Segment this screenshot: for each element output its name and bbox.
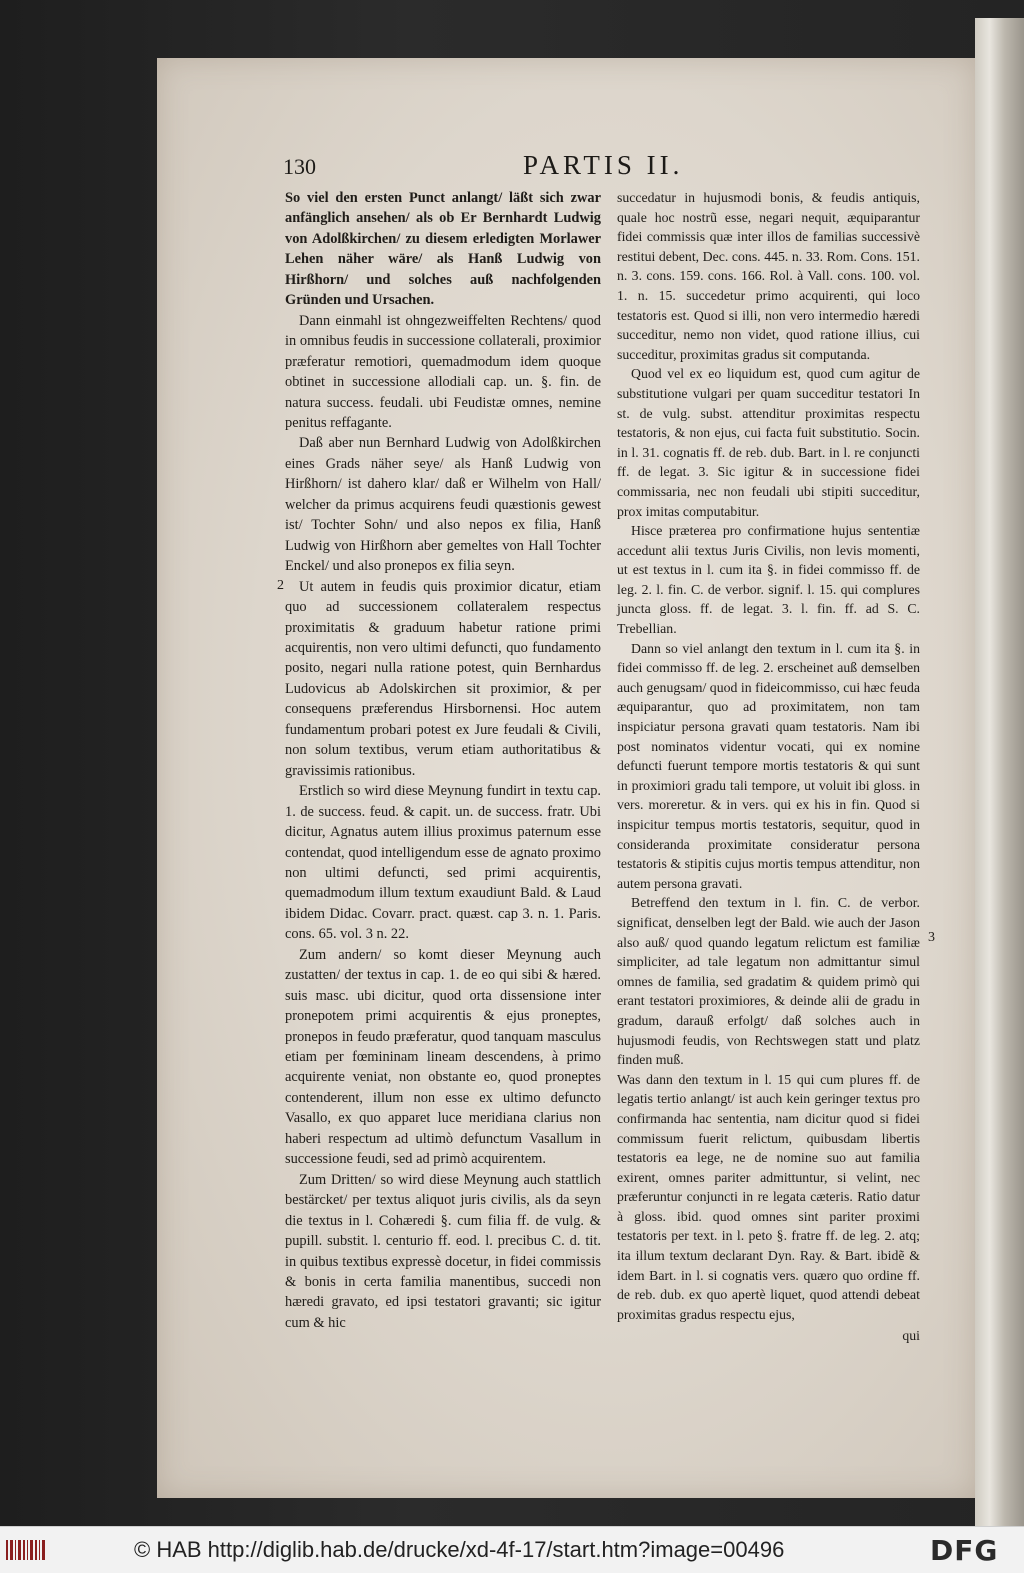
- paragraph: Erstlich so wird diese Meynung fundirt in textu cap. 1. de success. feud. & capit. un. de success. fratr. Ubi dicitur, Agnatus autem illius proximus paternum esse contendat, quod intelligendum esse de agnato proximo non ultimi defuncti, sed primi acquirentis, quemadmodum illum textum exaudiunt Bald. & Laud ibidem Didac. Covarr. pract. quæst. cap 3. n. 1. Paris. cons. 65. vol. 3 n. 22.: [285, 783, 601, 943]
- margin-note: 2: [277, 578, 284, 593]
- next-pages-edge: [975, 18, 1024, 1526]
- paragraph: Daß aber nun Bernhard Ludwig von Adolßkirchen eines Grads näher seye/ als Hanß Ludwig von Hirßhorn/ ist dahero klar/ daß er Wilhelm von Hall/ welcher da primus acquirens feudi quæstionis gewest ist/ Tochter Sohn/ und also nepos ex filia, Hanß Ludwig von Hirßhorn aber gemeltes von Hall Tochter Enckel/ und also pronepos ex filia seyn.: [285, 435, 601, 575]
- viewer-footer: [0, 1526, 1024, 1573]
- paragraph: Dann so viel anlangt den textum in l. cum ita §. in fidei commisso ff. de leg. 2. erscheinet auß demselben auch genugsam/ quod in fideicommisso, cui hæc feuda æquiparantur, quo ad proximitatem, non tam inspiciatur persona gravati quam testatoris. Nam ibi post nominatos videntur vocati, qui ex nomine defuncti fuerunt tempore mortis testatoris & qui sunt in proximiori gradu tali tempore, ut voluit ibi gloss. in vers. moreretur. & in vers. qui ex his in fin. Quod si inspicitur tempus mortis testatoris, sequitur, quod in consideranda proximitate consideratur persona testatoris & stipitis cujus mortis tempus attenditur, non autem persona gravati.: [617, 640, 920, 891]
- catchword: qui: [902, 1328, 920, 1344]
- paragraph: Zum andern/ so komt dieser Meynung auch zustatten/ der textus in cap. 1. de eo qui sibi & hæred. suis masc. ubi dicitur, quod orta dissensione inter pronepotem primi acquirentis & ejus proneptes, pronepos in feudo præferatur, quod tanquam masculus etiam per fœmininam lineam descendens, à primo acquirente veniat, non obstante eo, quod proneptes contenderent, illum non esse ex ultimo defuncto Vasallo, ex quo apparet luce meridiana clarius non haberi respectum ad ultimò defunctum Vasallum in successione feudi, sed ad primò acquirentem.: [285, 946, 601, 1168]
- paragraph: Ut autem in feudis quis proximior dicatur, etiam quo ad successionem collateralem respectus proximitatis & graduum habetur ratione primi acquirentis, non vero ultimi defuncti, quo fundamento posito, negari nulla ratione potest, quin Bernhardus Ludovicus ab Adolskirchen sit proximior, & per consequens præferendus Hirsbornensi. Hoc autem fundamentum probari potest ex Jure feudali & Civili, non solum textibus, verum etiam authoritatibus & gravissimis rationibus.: [285, 578, 601, 779]
- paragraph: succedatur in hujusmodi bonis, & feudis antiquis, quale hoc nostrũ esse, negari nequit, æquiparantur fidei commissis quæ inter illos de familias successivè restitui debent, Dec. cons. 445. n. 33. Rom. Cons. 151. n. 3. cons. 159. cons. 166. Rol. à Vall. cons. 100. vol. 1. n. 15. succedetur primo acquirenti, qui loco testatoris est. Quod si illi, non vero intermedio hæredi succeditur, nemo non videt, quod ratione illius, cui succeditur, proximitas gradus sit computanda.: [617, 190, 920, 362]
- paragraph: Betreffend den textum in l. fin. C. de verbor. significat, denselben legt der Bald. wie auch der Jason also auß/ quod quando legatum relictum est familiæ simpliciter, ad tale legatum non admittantur simul omnes de familia, sed gradatim & quidem primò qui erant testatori proximiores, & deinde alii de gradu in gradum, darauß erfolgt/ daß solches auch in hujusmodi feudis, von Rechtswegen statt und platz finden muß.: [617, 895, 920, 1068]
- page-number: 130: [283, 154, 316, 179]
- paragraph: Hisce præterea pro confirmatione hujus sententiæ accedunt alii textus Juris Civilis, non levis momenti, ut est textus in l. cum ita §. in fidei commisso ff. de leg. 2. l. fin. C. de verbor. signif. l. 15. qui complures juncta gloss. ff. de legat. 3. l. fin. ff. ad S. C. Trebellian.: [617, 523, 920, 637]
- left-text-column: [285, 188, 601, 1333]
- barcode-icon: [6, 1536, 46, 1564]
- paragraph: So viel den ersten Punct anlangt/ läßt sich zwar anfänglich ansehen/ als ob Er Bernhardt Ludwig von Adolßkirchen/ zu diesem erledigten Morlawer Lehen näher wäre/ als Hanß Ludwig von Hirßhorn/ und solches auß nachfolgenden Gründen und Ursachen.: [285, 190, 601, 309]
- dfg-logo: DFG: [930, 1534, 999, 1567]
- page-header: [283, 150, 903, 184]
- source-link[interactable]: © HAB http://diglib.hab.de/drucke/xd-4f-17/start.htm?image=00496: [134, 1537, 785, 1562]
- paragraph: Quod vel ex eo liquidum est, quod cum agitur de substitutione vulgari per quam succeditur testatori In st. de vulg. subst. attenditur proximitas respectu testatoris, & non ejus, cui facta fuit substitutio. Socin. in l. 31. cognatis ff. de reb. dub. Bart. in l. re conjuncti ff. de legat. 3. Sic igitur & in successione fidei commissaria, nec non feudali ubi stipiti succeditur, prox imitas computabitur.: [617, 366, 920, 519]
- right-text-column: [617, 188, 920, 1346]
- paragraph: Was dann den textum in l. 15 qui cum plures ff. de legatis tertio anlangt/ ist auch kein geringer textus pro confirmanda hac sententia, nam dicitur quod si fidei commissum fuerit relictum, quibusdam libertis testatoris ea lege, ne de nomine suo aut familia exirent, omnes pariter admittuntur, si velint, nec præferuntur conjuncti in re legata cæteris. Ratio datur à gloss. ibid. quod omnes sint pariter proximi testatoris per text. in l. peto §. fratre ff. de leg. 2. atq; ita illum textum declarant Dyn. Ray. & Bart. ibidẽ & idem Bart. in l. si cognatis vers. quæro quo ordine ff. de reb. dub. ex quo apertè liquet, quod attendi debeat proximitas gradus respectu ejus,: [617, 1071, 920, 1322]
- paragraph: Zum Dritten/ so wird diese Meynung auch stattlich bestärcket/ per textus aliquot juris civilis, als da seyn die textus in l. Cohæredi §. cum filia ff. de vulg. & pupill. substit. l. centurio ff. eod. l. precibus C. d. tit. in quibus textibus expressè docetur, in fidei commissis & bonis in certa familia manentibus, succedi non hæredi gravato, ed ipsi testatori gravanti; sic igitur cum & hic: [285, 1171, 601, 1331]
- running-title: PARTIS II.: [523, 150, 684, 180]
- margin-note: 3: [928, 930, 935, 945]
- paragraph: Dann einmahl ist ohngezweiffelten Rechtens/ quod in omnibus feudis in successione collaterali, proximior præferatur remotiori, quemadmodum idem quoque obtinet in successione allodiali cap. un. §. fin. de natura success. feudali. ubi Feudistæ omnes, nemine penitus reffagante.: [285, 312, 601, 431]
